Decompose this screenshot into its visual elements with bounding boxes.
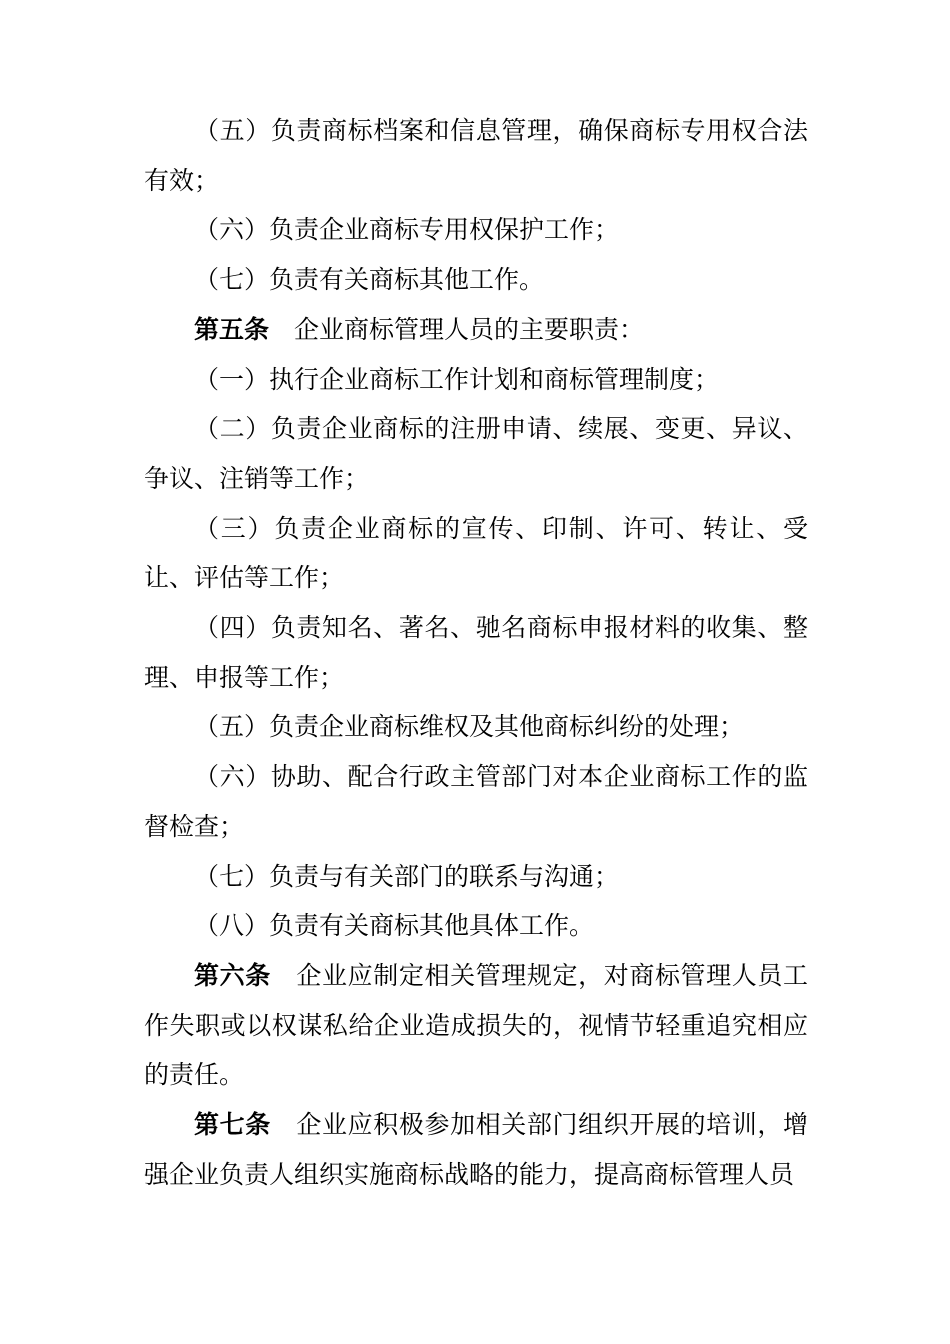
paragraph-text: （八）负责有关商标其他具体工作。 (194, 911, 595, 941)
paragraph-text: （二）负责企业商标的注册申请、续展、变更、异议、争议、注销等工作； (144, 414, 808, 493)
paragraph-text: 企业商标管理人员的主要职责： (294, 314, 645, 344)
paragraph-text: （五）负责企业商标维权及其他商标纠纷的处理； (194, 712, 745, 742)
paragraph-text: （四）负责知名、著名、驰名商标申报材料的收集、整理、申报等工作； (144, 613, 808, 692)
duty-item-2 (144, 404, 808, 503)
article-7 (144, 1100, 808, 1199)
paragraph-text: （七）负责有关商标其他工作。 (194, 265, 545, 295)
paragraph-item-5 (144, 106, 808, 205)
duty-item-6 (144, 752, 808, 851)
duty-item-5 (144, 702, 808, 752)
paragraph-text: 企业应制定相关管理规定，对商标管理人员工作失职或以权谋私给企业造成损失的，视情节轻重追究相应的责任。 (144, 960, 808, 1090)
duty-item-1 (144, 355, 808, 405)
paragraph-text: （六）协助、配合行政主管部门对本企业商标工作的监督检查； (144, 762, 808, 841)
paragraph-item-6 (144, 205, 808, 255)
duty-item-8 (144, 901, 808, 951)
article-heading: 第六条 (194, 960, 271, 990)
paragraph-text: （六）负责企业商标专用权保护工作； (194, 215, 620, 245)
paragraph-text: 企业应积极参加相关部门组织开展的培训，增强企业负责人组织实施商标战略的能力，提高商标管理人员 (144, 1110, 808, 1189)
article-5 (144, 305, 808, 355)
duty-item-7 (144, 852, 808, 902)
paragraph-text: （一）执行企业商标工作计划和商标管理制度； (194, 364, 720, 394)
article-heading: 第五条 (194, 314, 270, 344)
paragraph-text: （七）负责与有关部门的联系与沟通； (194, 861, 620, 891)
duty-item-3 (144, 504, 808, 603)
paragraph-text: （三）负责企业商标的宣传、印制、许可、转让、受让、评估等工作； (144, 513, 808, 593)
article-heading: 第七条 (194, 1110, 271, 1140)
duty-item-4 (144, 603, 808, 702)
article-6 (144, 951, 808, 1100)
paragraph-text: （五）负责商标档案和信息管理，确保商标专用权合法有效； (144, 116, 808, 195)
paragraph-item-7 (144, 255, 808, 305)
document-body (144, 106, 808, 1199)
